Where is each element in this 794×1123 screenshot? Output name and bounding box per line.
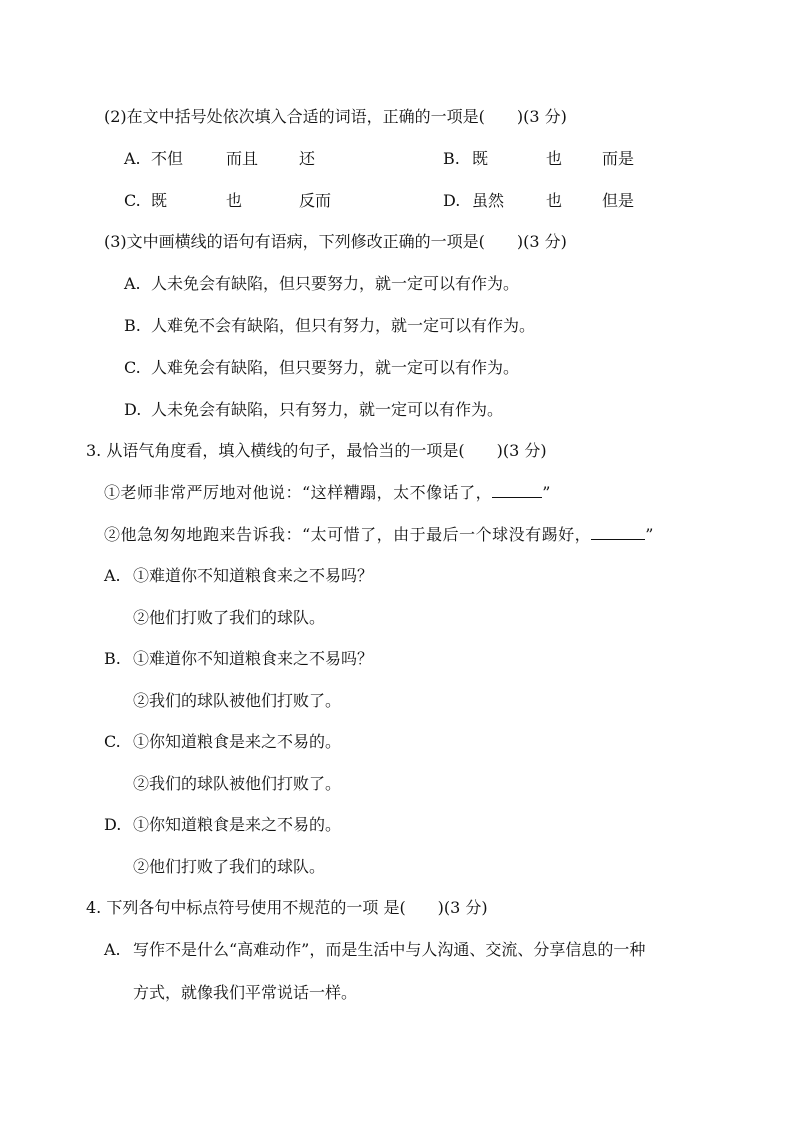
q3-sentence-1 [104, 483, 551, 503]
option-letter: D. [124, 400, 142, 419]
option-word-3: 还 [299, 149, 316, 168]
option-letter: D. [443, 191, 461, 210]
option-letter: B. [104, 649, 121, 668]
option-line-2: ②我们的球队被他们打败了。 [133, 691, 342, 710]
option-letter: C. [124, 358, 141, 377]
option-text: 人难免会有缺陷，但只要努力，就一定可以有作为。 [151, 358, 520, 377]
option-line-1: ①你知道粮食是来之不易的。 [133, 815, 342, 834]
option-letter: A. [104, 940, 121, 959]
fill-blank [591, 525, 645, 540]
option-letter: B. [443, 149, 460, 168]
option-letter: A. [124, 274, 141, 293]
sentence-text: ①老师非常严厉地对他说：“这样糟蹋，太不像话了， [104, 483, 493, 502]
q3sub-option-d[interactable] [124, 400, 503, 420]
option-text: 人未免会有缺陷，只有努力，就一定可以有作为。 [151, 400, 504, 419]
option-word-3: 但是 [602, 191, 635, 210]
sentence-end: ” [542, 483, 551, 502]
fill-blank [492, 483, 542, 498]
option-word-2: 也 [546, 191, 563, 210]
option-word-2: 也 [226, 191, 243, 210]
option-letter: A. [124, 149, 141, 168]
option-letter: A. [104, 566, 121, 585]
option-letter: C. [124, 191, 141, 210]
q3sub-option-b[interactable] [124, 316, 535, 336]
q2-stem: (2)在文中括号处依次填入合适的词语，正确的一项是( )(3 分) [104, 107, 567, 126]
option-letter: B. [124, 316, 141, 335]
option-word-1: 既 [472, 149, 489, 168]
q3-sentence-2 [104, 525, 654, 545]
option-text: 人未免会有缺陷，但只要努力，就一定可以有作为。 [151, 274, 520, 293]
option-line-1: ①难道你不知道粮食来之不易吗？ [133, 649, 374, 668]
option-line-2: ②我们的球队被他们打败了。 [133, 774, 342, 793]
option-word-1: 既 [151, 191, 168, 210]
option-line-2: 方式，就像我们平常说话一样。 [133, 983, 358, 1002]
option-line-2: ②他们打败了我们的球队。 [133, 857, 326, 876]
sentence-end: ” [645, 525, 654, 544]
option-word-3: 而是 [602, 149, 635, 168]
option-word-2: 也 [546, 149, 563, 168]
option-line-2: ②他们打败了我们的球队。 [133, 608, 326, 627]
option-letter: D. [104, 815, 122, 834]
option-word-2: 而且 [226, 149, 259, 168]
option-line-1: ①你知道粮食是来之不易的。 [133, 732, 342, 751]
option-word-3: 反而 [299, 191, 332, 210]
option-line-1: 写作不是什么“高难动作”，而是生活中与人沟通、交流、分享信息的一种 [133, 940, 646, 959]
option-line-1: ①难道你不知道粮食来之不易吗？ [133, 566, 374, 585]
q3sub-stem: (3)文中画横线的语句有语病，下列修改正确的一项是( )(3 分) [104, 232, 567, 251]
q4-stem: 4. 下列各句中标点符号使用不规范的一项 是( )(3 分) [86, 898, 488, 917]
q3sub-option-a[interactable] [124, 274, 519, 294]
option-letter: C. [104, 732, 121, 751]
option-word-1: 不但 [151, 149, 184, 168]
sentence-text: ②他急匆匆地跑来告诉我：“太可惜了，由于最后一个球没有踢好， [104, 525, 592, 544]
q3-stem: 3. 从语气角度看，填入横线的句子，最恰当的一项是( )(3 分) [86, 441, 547, 460]
q3sub-option-c[interactable] [124, 358, 519, 378]
option-word-1: 虽然 [472, 191, 505, 210]
option-text: 人难免不会有缺陷，但只有努力，就一定可以有作为。 [151, 316, 536, 335]
